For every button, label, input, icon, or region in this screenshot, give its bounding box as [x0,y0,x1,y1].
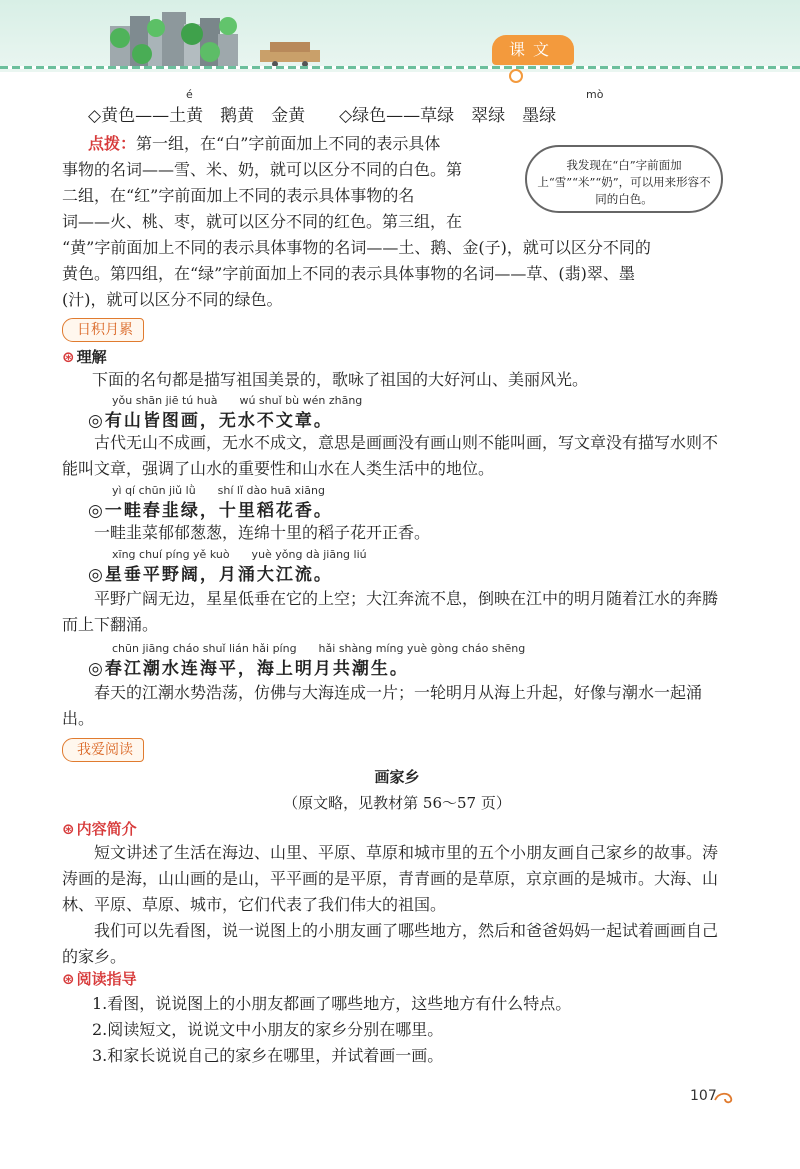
quote-4: ◎春江潮水连海平，海上明月共潮生。 [88,659,409,679]
explain-2: 一畦韭菜郁郁葱葱，连绵十里的稻子花开正香。 [94,523,431,542]
header-dashed-line [0,66,800,69]
explain-1: 古代无山不成画，无水不成文，意思是画画没有画山则不能叫画，写文章没有描写水则不能叫文章，强调了山水的重要性和山水在人类生活中的地位。 [62,433,719,478]
pinyin-quote-3: xīng chuí píng yě kuò yuè yǒng dà jiāng liú [112,548,367,561]
guide-item-2: 2.阅读短文，说说文中小朋友的家乡分别在哪里。 [92,1020,444,1039]
explain-3: 平野广阔无边，星星低垂在它的上空；大江奔流不息，倒映在江中的明月随着江水的奔腾而上下翻涌。 [62,589,719,634]
tip-line-3: 二组，在“红”字前面加上不同的表示具体事物的名 [62,186,415,205]
tip-label: 点拨： [88,134,137,153]
speech-bubble: 我发现在“白”字前面加上“雪”“米”“奶”，可以用来形容不同的白色。 [525,145,723,213]
pinyin-quote-1: yǒu shān jiē tú huà wú shuǐ bù wén zhāng [112,394,363,407]
quote-1: ◎有山皆图画，无水不文章。 [88,411,333,431]
flower-icon: ⊛ [62,820,75,838]
city-skyline-illustration [100,8,330,66]
guide-item-3: 3.和家长说说自己的家乡在哪里，并试着画一画。 [92,1046,444,1065]
tip-line-7: (汁)，就可以区分不同的绿色。 [62,290,283,309]
section-tag-daily: 日积月累 [62,318,144,342]
flower-icon: ⊛ [62,970,75,988]
pinyin-e: é [186,88,193,101]
swirl-ornament-icon [713,1090,737,1106]
color-words-line: ◇黄色——土黄 鹅黄 金黄 ◇绿色——草绿 翠绿 墨绿 [88,106,557,126]
heading-summary: ⊛ 内容简介 [62,820,137,838]
heading-guide: ⊛ 阅读指导 [62,970,137,988]
summary-paragraph-1: 短文讲述了生活在海边、山里、平原、草原和城市里的五个小朋友画自己家乡的故事。涛涛画的是海，山山画的是山，平平画的是平原，青青画的是草原，京京画的是城市。大海、山林、平原、草原、城市，它们代表了我们伟大的祖国。 [62,843,719,914]
tip-line-1: 点拨：第一组，在“白”字前面加上不同的表示具体 [88,134,441,153]
tip-line-4: 词——火、桃、枣，就可以区分不同的红色。第三组，在 [62,212,463,231]
heading-understand: ⊛ 理解 [62,348,107,366]
section-tag-reading: 我爱阅读 [62,738,144,762]
daily-intro: 下面的名句都是描写祖国美景的，歌咏了祖国的大好河山、美丽风光。 [92,370,589,389]
quote-2: ◎一畦春韭绿，十里稻花香。 [88,501,333,521]
pinyin-mo: mò [586,88,604,101]
explain-4: 春天的江潮水势浩荡，仿佛与大海连成一片；一轮明月从海上升起，好像与潮水一起涌出。 [62,683,703,728]
pinyin-quote-4: chūn jiāng cháo shuǐ lián hǎi píng hǎi shàng míng yuè gòng cháo shēng [112,642,526,655]
tip-line-5: “黄”字前面加上不同的表示具体事物的名词——土、鹅、金(子)，就可以区分不同的 [62,238,651,257]
tip-line-6: 黄色。第四组，在“绿”字前面加上不同的表示具体事物的名词——草、(翡)翠、墨 [62,264,635,283]
flower-icon: ⊛ [62,348,75,366]
lesson-tab: 课文 [492,35,574,65]
pinyin-quote-2: yì qí chūn jiǔ lǜ shí lǐ dào huā xiāng [112,484,325,497]
summary-paragraph-2: 我们可以先看图，说一说图上的小朋友画了哪些地方，然后和爸爸妈妈一起试着画画自己的家乡。 [62,921,719,966]
quote-3: ◎星垂平野阔，月涌大江流。 [88,565,333,585]
tip-line-2: 事物的名词——雪、米、奶，就可以区分不同的白色。第 [62,160,463,179]
reading-subtitle: （原文略，见教材第 56～57 页） [283,794,511,812]
page-number: 107 [690,1088,717,1104]
guide-item-1: 1.看图，说说图上的小朋友都画了哪些地方，这些地方有什么特点。 [92,994,572,1013]
reading-title: 画家乡 [374,768,420,786]
tab-indicator-dot [509,69,523,83]
